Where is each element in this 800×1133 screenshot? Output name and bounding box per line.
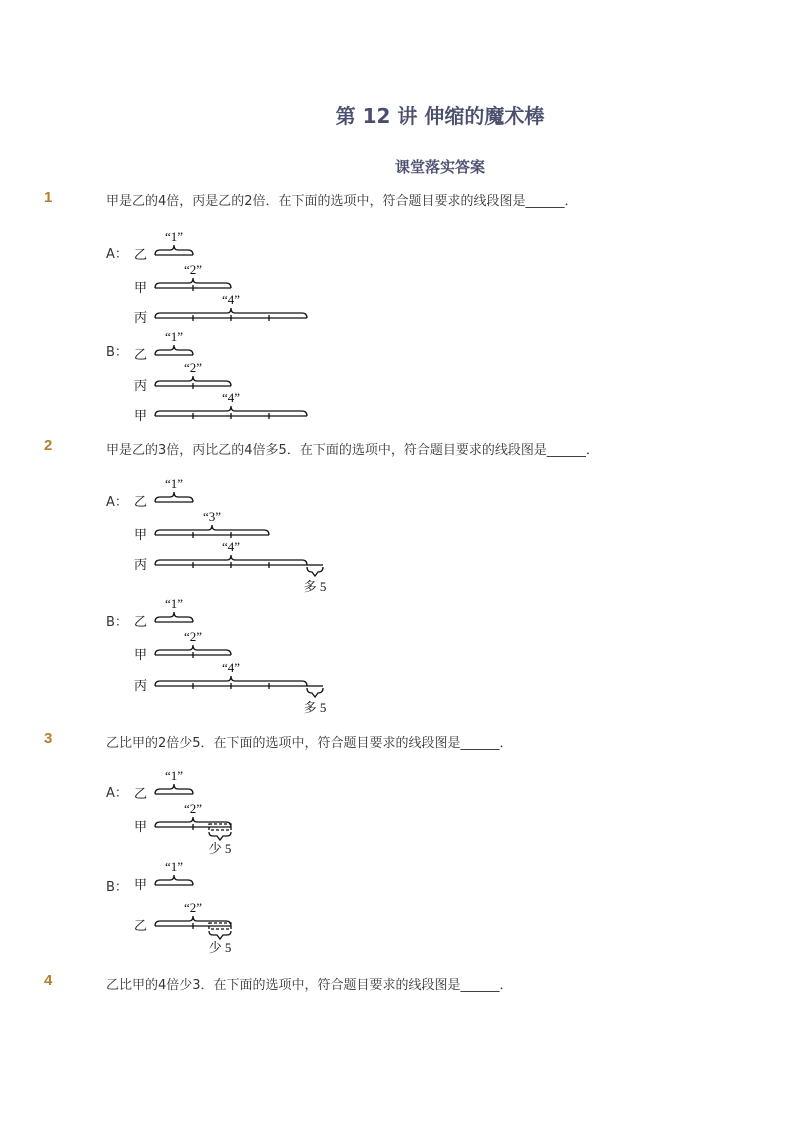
segment-label: “2” <box>183 629 203 644</box>
segment-label: “4” <box>221 390 241 405</box>
brace-line <box>155 525 269 535</box>
row-label: 乙 <box>134 347 148 362</box>
segment-bar <box>155 376 231 389</box>
row-label: 丙 <box>134 378 148 393</box>
question-text: 乙比甲的2倍少5．在下面的选项中，符合题目要求的线段图是______． <box>106 736 513 751</box>
brace-line <box>155 612 193 622</box>
segment-bar <box>155 278 231 291</box>
question-number: 2 <box>44 437 53 454</box>
segment-bar <box>155 784 193 794</box>
segment-label: “2” <box>183 900 203 915</box>
row-label: 丙 <box>134 310 148 325</box>
segment-bar <box>155 916 231 939</box>
segment-label: “2” <box>183 360 203 375</box>
segment-bar <box>155 645 231 658</box>
row-label: 乙 <box>134 247 148 262</box>
segment-bar <box>155 406 307 419</box>
segment-bar <box>155 492 193 502</box>
row-label: 甲 <box>134 877 148 892</box>
row-label: 乙 <box>134 614 148 629</box>
segment-bar <box>155 308 307 321</box>
segment-label: “1” <box>164 329 184 344</box>
extra-label: 多 5 <box>303 700 327 715</box>
row-label: 甲 <box>134 819 148 834</box>
segment-label: “2” <box>183 262 203 277</box>
less-label: 少 5 <box>208 841 232 856</box>
row-label: 甲 <box>134 527 148 542</box>
question-number: 4 <box>44 972 53 989</box>
option-label-b: B： <box>106 615 128 630</box>
extra-brace <box>307 567 323 576</box>
question-number: 1 <box>44 189 53 206</box>
less-label: 少 5 <box>208 940 232 955</box>
segment-label: “4” <box>221 292 241 307</box>
option-label-b: B： <box>106 345 128 360</box>
option-label-b: B： <box>106 880 128 895</box>
option-label-a: A： <box>106 786 128 801</box>
segment-label: “1” <box>164 596 184 611</box>
option-label-a: A： <box>106 247 128 262</box>
page-subtitle: 课堂落实答案 <box>394 158 485 176</box>
row-label: 丙 <box>134 557 148 572</box>
extra-label: 多 5 <box>303 579 327 594</box>
less-brace <box>209 832 231 840</box>
segment-label: “1” <box>164 476 184 491</box>
row-label: 乙 <box>134 786 148 801</box>
less-brace <box>209 931 231 939</box>
segment-bar <box>155 875 193 885</box>
segment-bar <box>155 555 323 576</box>
brace-line <box>155 875 193 885</box>
segment-label: “4” <box>221 539 241 554</box>
segment-label: “1” <box>164 768 184 783</box>
extra-brace <box>307 688 323 697</box>
row-label: 丙 <box>134 678 148 693</box>
brace-line <box>155 784 193 794</box>
segment-label: “2” <box>183 801 203 816</box>
segment-bar <box>155 612 193 622</box>
segment-bar <box>155 345 193 355</box>
row-label: 乙 <box>134 918 148 933</box>
segment-bar <box>155 245 193 255</box>
question-text: 甲是乙的3倍，丙比乙的4倍多5．在下面的选项中，符合题目要求的线段图是______． <box>106 443 599 458</box>
row-label: 甲 <box>134 647 148 662</box>
brace-line <box>155 492 193 502</box>
segment-label: “1” <box>164 229 184 244</box>
segment-label: “4” <box>221 660 241 675</box>
question-text: 乙比甲的4倍少3．在下面的选项中，符合题目要求的线段图是______． <box>106 978 513 993</box>
row-label: 甲 <box>134 280 148 295</box>
segment-bar <box>155 676 323 697</box>
segment-bar <box>155 817 231 840</box>
segment-label: “3” <box>202 509 222 524</box>
segment-label: “1” <box>164 859 184 874</box>
question-number: 3 <box>44 730 53 747</box>
row-label: 甲 <box>134 408 148 423</box>
row-label: 乙 <box>134 494 148 509</box>
brace-line <box>155 345 193 355</box>
brace-line <box>155 245 193 255</box>
question-text: 甲是乙的4倍，丙是乙的2倍．在下面的选项中，符合题目要求的线段图是______． <box>106 194 578 209</box>
segment-bar <box>155 525 269 538</box>
option-label-a: A： <box>106 495 128 510</box>
page-title: 第 12 讲 伸缩的魔术棒 <box>335 104 545 128</box>
